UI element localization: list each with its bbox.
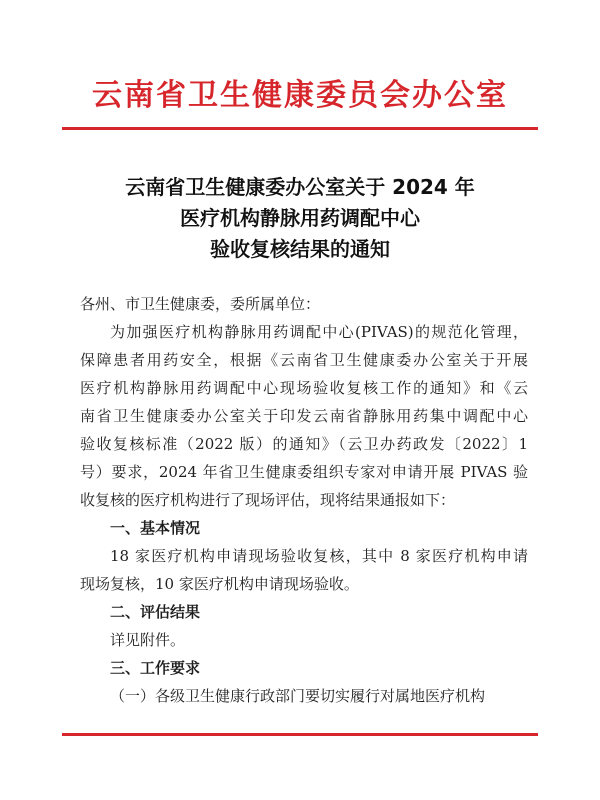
footer-red-rule bbox=[62, 733, 538, 736]
document-title bbox=[0, 172, 600, 265]
section-1-line: 18 家医疗机构申请现场验收复核，其中 8 家医疗机构申请 bbox=[110, 547, 528, 565]
section-heading-results: 二、评估结果 bbox=[110, 603, 201, 621]
section-heading-basic-info: 一、基本情况 bbox=[110, 519, 201, 537]
intro-line: 南省卫生健康委办公室关于印发云南省静脉用药集中调配中心 bbox=[80, 407, 528, 425]
intro-line: 为加强医疗机构静脉用药调配中心(PIVAS)的规范化管理， bbox=[110, 323, 528, 341]
salutation: 各州、市卫生健康委，委所属单位： bbox=[80, 295, 321, 313]
document-body bbox=[80, 290, 528, 710]
section-1-line: 现场复核，10 家医疗机构申请现场验收。 bbox=[80, 575, 359, 593]
letterhead-red-rule bbox=[62, 127, 538, 130]
section-3-item-1: （一）各级卫生健康行政部门要切实履行对属地医疗机构 bbox=[110, 687, 486, 705]
intro-line: 验收复核标准（2022 版）的通知》（云卫办药政发〔2022〕1 bbox=[80, 435, 528, 453]
section-heading-requirements: 三、工作要求 bbox=[110, 659, 201, 677]
intro-line: 号）要求，2024 年省卫生健康委组织专家对申请开展 PIVAS 验 bbox=[80, 463, 528, 481]
title-line-1: 云南省卫生健康委办公室关于 2024 年 bbox=[125, 175, 475, 199]
section-2-text: 详见附件。 bbox=[110, 631, 186, 649]
title-line-2: 医疗机构静脉用药调配中心 bbox=[180, 206, 420, 230]
intro-line: 保障患者用药安全，根据《云南省卫生健康委办公室关于开展 bbox=[80, 351, 528, 369]
title-line-3: 验收复核结果的通知 bbox=[210, 237, 390, 261]
intro-line: 收复核的医疗机构进行了现场评估，现将结果通报如下： bbox=[80, 491, 456, 509]
intro-line: 医疗机构静脉用药调配中心现场验收复核工作的通知》和《云 bbox=[80, 379, 528, 397]
letterhead-org-name: 云南省卫生健康委员会办公室 bbox=[92, 78, 508, 113]
